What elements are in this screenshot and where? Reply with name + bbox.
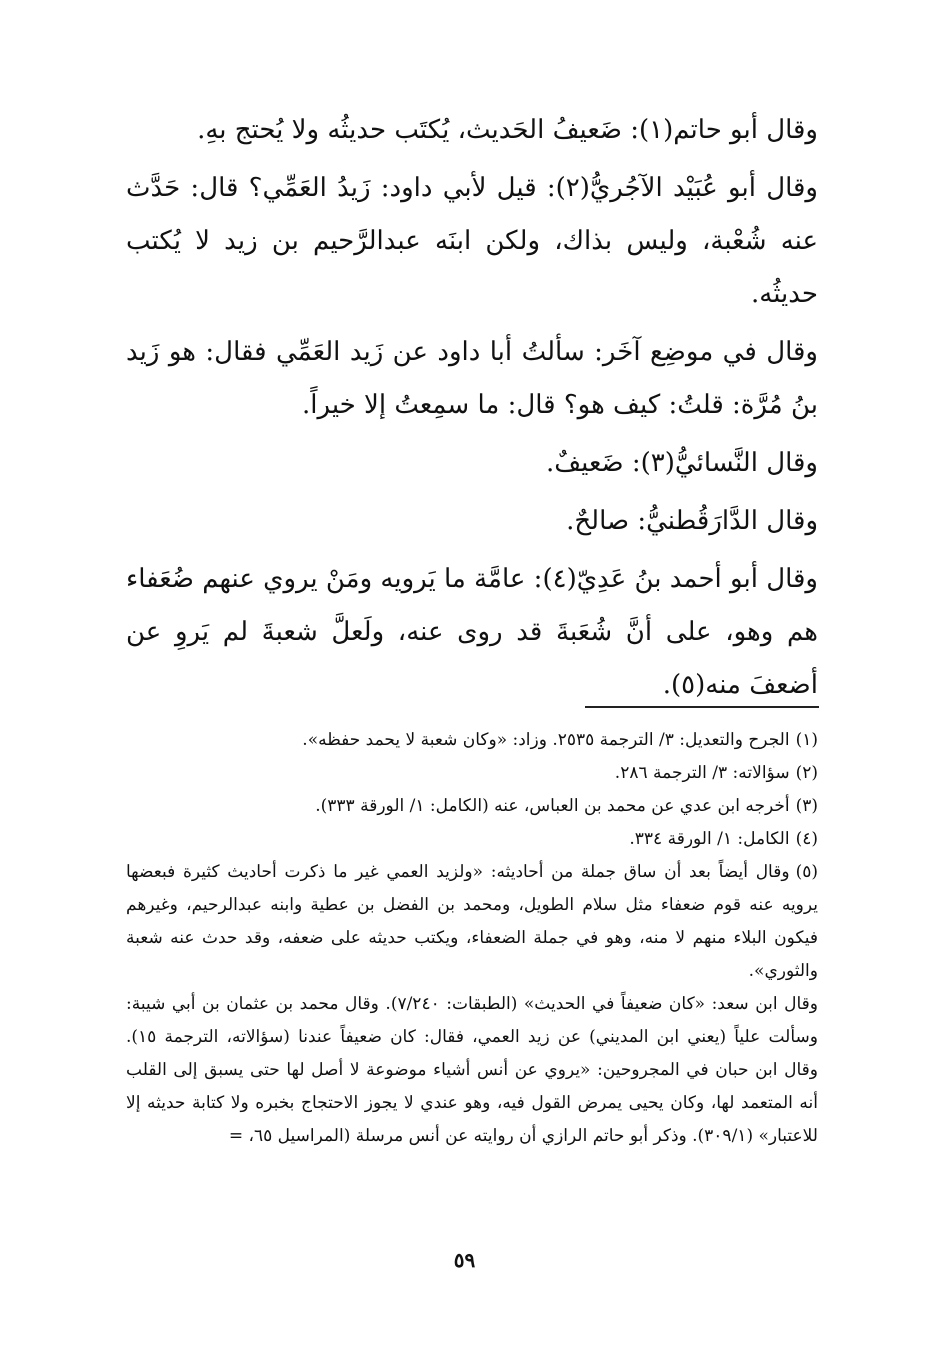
footnote-number: (٣) [795,796,818,816]
footnote-number: (١) [795,730,818,750]
footnote-continuation: وقال ابن سعد: «كان ضعيفاً في الحديث» (الطبقات: ٧/٢٤٠). وقال محمد بن عثمان بن أبي شيبة: وسألت علياً (يعني ابن المديني) عن زيد العمي، فقال: كان ضعيفاً عندنا (سؤالاته، الترجمة ١٥). وقال ابن حبان في المجروحين: «يروي عن أنس أشياء موضوعة لا أصل لها حتى يسبق إلى القلب أنه المتعمد لها، وكان يحيى يمرض القول فيه، وهو عندي لا يجوز الاحتجاج بخبره ولا كتابة حديثه إلا للاعتبار» (٣٠٩/١). وذكر أبو حاتم الرازي أن روايته عن أنس مرسلة (المراسيل ٦٥، = [126,994,818,1146]
page-number: ٥٩ [453,1248,476,1272]
main-text [126,104,818,717]
footnote-text: أخرجه ابن عدي عن محمد بن العباس، عنه (الكامل: ١/ الورقة ٣٣٣). [315,796,790,816]
footnote [126,724,818,757]
body-paragraph: وقال أبو أحمد بنُ عَدِيّ(٤): عامَّة ما يَرويه ومَنْ يروي عنهم ضُعَفاء هم وهو، على أنَّ شُعَبةَ قد روى عنه، ولَعلَّ شعبةَ لم يَروِ عن أضعفَ منه(٥). [126,564,818,700]
body-paragraph: وقال الدَّارَقُطنيُّ: صالحٌ. [566,506,818,536]
footnote [126,856,818,988]
body-paragraph: وقال أبو عُبَيْد الآجُريُّ(٢): قيل لأبي داود: زَيدُ العَمِّي؟ قال: حَدَّث عنه شُعْبة، وليس بذاك، ولكن ابنَه عبدالرَّحيم بن زيد لا يُكتب حديثُه. [126,173,818,309]
footnote [126,757,818,790]
footnote-text: وقال أيضاً بعد أن ساق جملة من أحاديثه: «ولزيد العمي غير ما ذكرت أحاديث كثيرة فبعضها يرويه عنه قوم ضعفاء مثل سلام الطويل، ومحمد بن الفضل بن عطية وابنه عبدالرحيم، وغيرهم فيكون البلاء منهم لا منه، وهو في جملة الضعفاء، ويكتب حديثه على ضعفه، وقد حدث عنه شعبة والثوري». [126,862,818,981]
footnote-separator [585,706,819,708]
footnote-text: الجرح والتعديل: ٣/ الترجمة ٢٥٣٥. وزاد: «وكان شعبة لا يحمد حفظه». [302,730,790,750]
footnotes [126,724,818,1153]
body-paragraph: وقال النَّسائيُّ(٣): ضَعيفٌ. [545,448,818,478]
footnote-number: (٢) [795,763,818,783]
footnote [126,823,818,856]
body-paragraph: وقال في موضِع آخَر: سألتُ أبا داود عن زَيد العَمِّي فقال: هو زَيد بنُ مُرَّة: قلتُ: كيف هو؟ قال: ما سمِعتُ إلا خيراً. [126,337,818,420]
footnote [126,790,818,823]
footnote-text: الكامل: ١/ الورقة ٣٣٤. [629,829,790,849]
footnote-text: سؤالاته: ٣/ الترجمة ٢٨٦. [614,763,790,783]
footnote-number: (٤) [795,829,818,849]
body-paragraph: وقال أبو حاتم(١): ضَعيفُ الحَديث، يُكتَب حديثُه ولا يُحتج بهِ. [197,115,818,145]
footnote-number: (٥) [795,862,818,882]
